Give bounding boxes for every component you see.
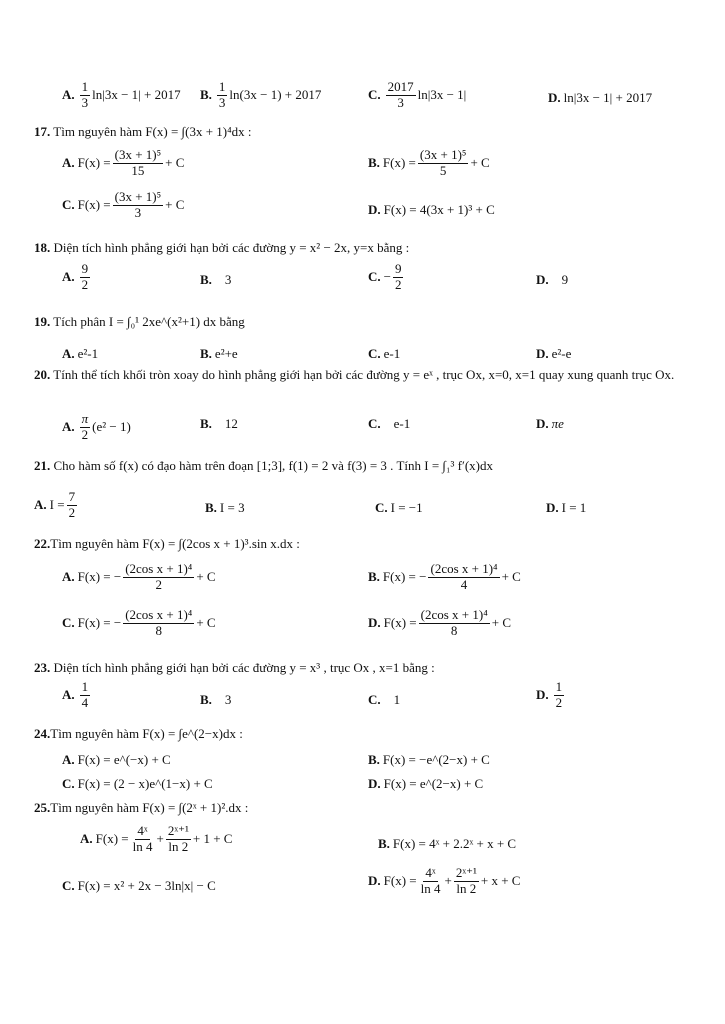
q20-option-d: D. πe [536,416,564,431]
q23-text: 23. Diện tích hình phẳng giới hạn bởi các đường y = x³ , trục Ox , x=1 bằng : [34,660,435,675]
q23-option-d: D. $\frac{1}{2}$ [536,679,563,710]
q21-option-a: A. I = $\frac{7}{2}$ [34,489,76,520]
q17-option-c: C. F(x) = $\frac{\text{(3x + 1)⁵}}{3}$ + C [62,189,185,220]
q16-option-a: A. $\frac{1}{3}$ ln|3x − 1| + 2017 [62,79,181,110]
q21-option-b: B. I = 3 [205,500,245,515]
q20-option-a: A. $\frac{\pi}{2}$ (e² − 1) [62,411,131,442]
q18-option-b: B. 3 [200,272,232,287]
q19-option-c: C. e-1 [368,346,401,361]
q20-option-b: B. 12 [200,416,238,431]
q23-option-b: B. 3 [200,692,232,707]
q20-text: 20. Tính thể tích khối tròn xoay do hình phẳng giới hạn bởi các đường y = eˣ , trục Ox, x=0, x=1 quay xung quanh trục Ox. [34,367,675,382]
q24-text: 24.Tìm nguyên hàm F(x) = ∫e^(2−x)dx : [34,726,243,741]
q22-text: 22.Tìm nguyên hàm F(x) = ∫(2cos x + 1)³.sin x.dx : [34,536,300,551]
q17-option-d: D. F(x) = 4(3x + 1)³ + C [368,202,495,217]
q22-option-d: D. F(x) = $\frac{\text{(2cos x + 1)⁴}}{8}$ + C [368,607,511,638]
q25-option-b: B. F(x) = 4ˣ + 2.2ˣ + x + C [378,836,517,851]
q21-option-c: C. I = −1 [375,500,423,515]
q16-option-d: D. ln|3x − 1| + 2017 [548,90,653,105]
q19-option-a: A. e²-1 [62,346,99,361]
q23-option-a: A. $\frac{1}{4}$ [62,679,89,710]
q17-option-a: A. F(x) = $\frac{\text{(3x + 1)⁵}}{15}$ + C [62,147,185,178]
q17-option-b: B. F(x) = $\frac{\text{(3x + 1)⁵}}{5}$ + C [368,147,490,178]
q25-option-a: A. F(x) = $\frac{\text{4ˣ}}{\ln 4}$ + $\frac{\text{2ˣ⁺¹}}{\ln 2}$ + 1 + C [80,823,233,854]
q21-text: 21. Cho hàm số f(x) có đạo hàm trên đoạn [1;3], f(1) = 2 và f(3) = 3 . Tính I = ∫₁³ f′(x)dx [34,458,493,473]
q19-option-d: D. e²-e [536,346,572,361]
q18-option-d: D. 9 [536,272,569,287]
q17-text: 17. Tìm nguyên hàm F(x) = ∫(3x + 1)⁴dx : [34,124,252,139]
q23-option-c: C. 1 [368,692,401,707]
q24-option-a: A. F(x) = e^(−x) + C [62,752,171,767]
q24-option-d: D. F(x) = e^(2−x) + C [368,776,484,791]
q22-option-b: B. F(x) = − $\frac{\text{(2cos x + 1)⁴}}{4}$ + C [368,561,521,592]
q25-option-c: C. F(x) = x² + 2x − 3ln|x| − C [62,878,216,893]
q22-option-a: A. F(x) = − $\frac{\text{(2cos x + 1)⁴}}{2}$ + C [62,561,216,592]
q22-option-c: C. F(x) = − $\frac{\text{(2cos x + 1)⁴}}{8}$ + C [62,607,216,638]
q19-option-b: B. e²+e [200,346,238,361]
q18-option-c: C. − $\frac{9}{2}$ [368,261,402,292]
q21-option-d: D. I = 1 [546,500,587,515]
q18-text: 18. Diện tích hình phẳng giới hạn bởi các đường y = x² − 2x, y=x bằng : [34,240,410,255]
q19-text: 19. Tích phân I = ∫₀¹ 2xe^(x²+1) dx bằng [34,314,245,329]
q18-option-a: A. $\frac{9}{2}$ [62,261,89,292]
q20-option-c: C. e-1 [368,416,411,431]
q16-option-c: C. $\frac{2017}{3}$ ln|3x − 1| [368,79,467,110]
q25-option-d: D. F(x) = $\frac{\text{4ˣ}}{\ln 4}$ + $\frac{\text{2ˣ⁺¹}}{\ln 2}$ + x + C [368,865,521,896]
q24-option-c: C. F(x) = (2 − x)e^(1−x) + C [62,776,213,791]
q24-option-b: B. F(x) = −e^(2−x) + C [368,752,490,767]
q25-text: 25.Tìm nguyên hàm F(x) = ∫(2ˣ + 1)².dx : [34,800,249,815]
q16-option-b: B. $\frac{1}{3}$ ln(3x − 1) + 2017 [200,79,322,110]
